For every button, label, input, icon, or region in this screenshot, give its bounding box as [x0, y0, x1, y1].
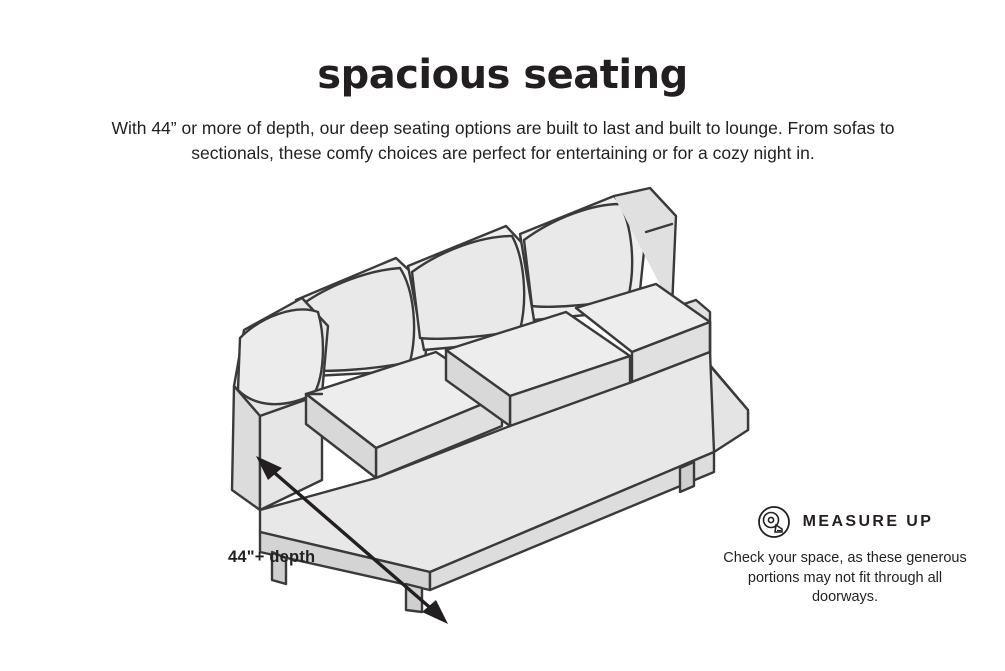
page-title: spacious seating	[317, 52, 688, 98]
depth-label: 44"+ depth	[228, 548, 316, 566]
measure-up-heading	[715, 505, 975, 539]
measure-up-block	[715, 505, 975, 608]
page-subtitle: With 44” or more of depth, our deep seating options are built to last and built to lounge. From sofas to sectionals, these comfy choices are perfect for entertaining or for a cozy night in.	[111, 118, 895, 164]
measure-up-title: MEASURE UP	[802, 513, 934, 530]
tape-measure-icon	[757, 505, 791, 539]
measure-up-body: Check your space, as these generous portions may not fit through all doorways.	[723, 550, 967, 606]
